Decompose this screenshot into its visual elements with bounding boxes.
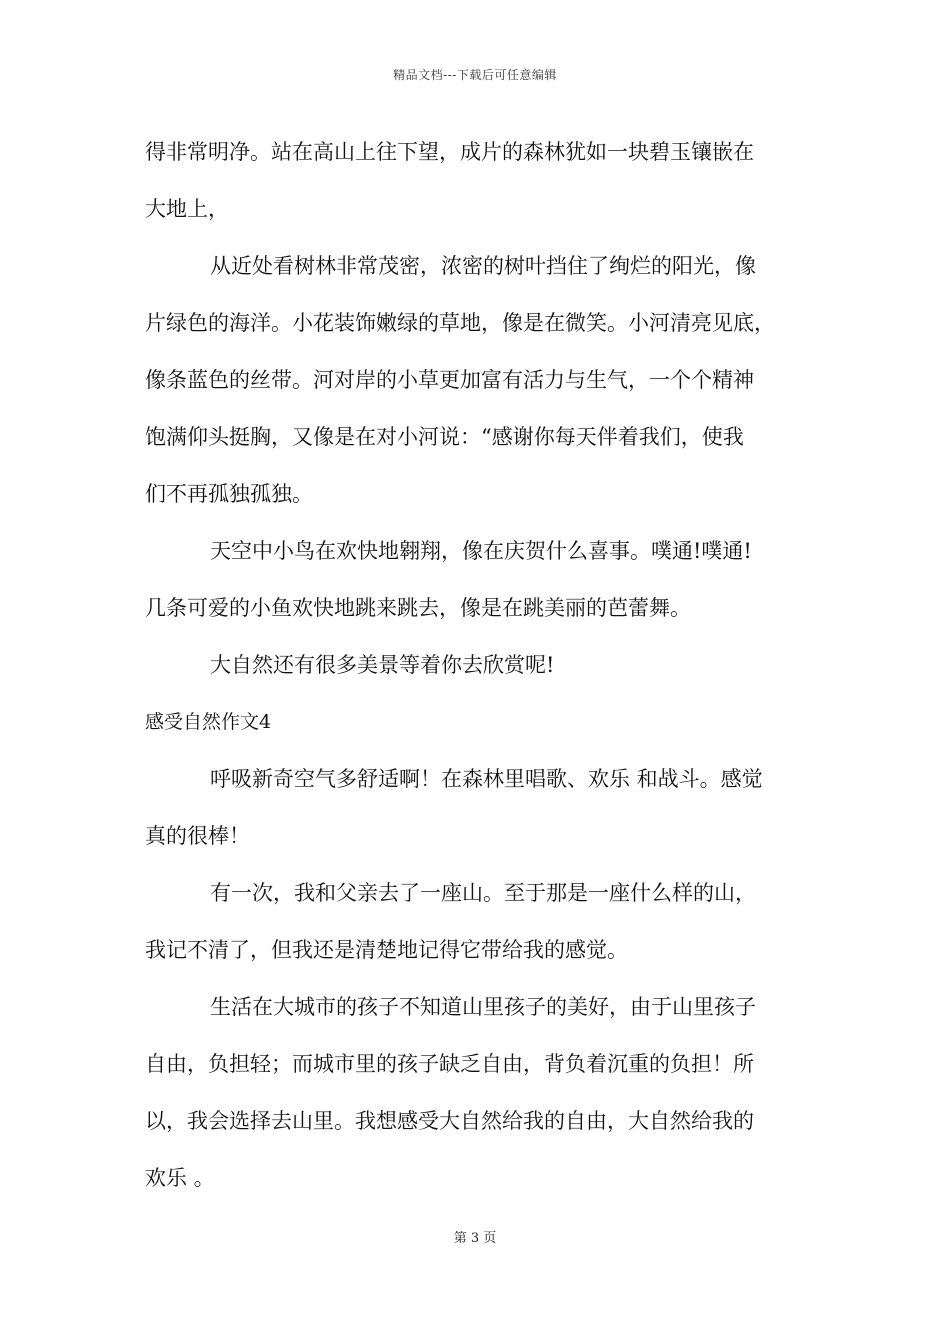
text-line: 从近处看树林非常茂密，浓密的树叶挡住了绚烂的阳光，像 [210, 254, 756, 278]
text-line: 我记不清了，但我还是清楚地记得它带给我的感觉。 [145, 938, 628, 962]
page-number: 第 3 页 [453, 1231, 497, 1246]
text-line: 大自然还有很多美景等着你去欣赏呢! [210, 653, 555, 677]
text-line: 饱满仰头挺胸，又像是在对小河说：“感谢你每天伴着我们，使我 [145, 425, 744, 449]
text-line: 呼吸新奇空气多舒适啊！在森林里唱歌、欢乐 和战斗。感觉 [210, 767, 763, 791]
page-header: 精品文档---下载后可任意编辑 [393, 68, 557, 82]
text-line: 自由，负担轻；而城市里的孩子缺乏自由，背负着沉重的负担！所 [145, 1052, 754, 1076]
section-title: 感受自然作文4 [145, 711, 272, 733]
text-line: 们不再孤独孤独。 [145, 482, 313, 506]
text-line: 以，我会选择去山里。我想感受大自然给我的自由，大自然给我的 [145, 1109, 754, 1133]
text-line: 欢乐 。 [145, 1166, 215, 1190]
text-line: 像条蓝色的丝带。河对岸的小草更加富有活力与生气，一个个精神 [145, 368, 754, 392]
text-line: 天空中小鸟在欢快地翱翔，像在庆贺什么喜事。噗通!噗通! [210, 539, 752, 563]
document-body [145, 130, 810, 1213]
text-line: 真的很棒！ [145, 824, 250, 848]
text-line: 生活在大城市的孩子不知道山里孩子的美好，由于山里孩子 [210, 995, 756, 1019]
text-line: 大地上， [145, 197, 229, 221]
text-line: 几条可爱的小鱼欢快地跳来跳去，像是在跳美丽的芭蕾舞。 [145, 596, 691, 620]
text-line: 片绿色的海洋。小花装饰嫩绿的草地，像是在微笑。小河清亮见底， [145, 311, 775, 335]
text-line: 有一次，我和父亲去了一座山。至于那是一座什么样的山， [210, 881, 756, 905]
text-line: 得非常明净。站在高山上往下望，成片的森林犹如一块碧玉镶嵌在 [145, 140, 754, 164]
